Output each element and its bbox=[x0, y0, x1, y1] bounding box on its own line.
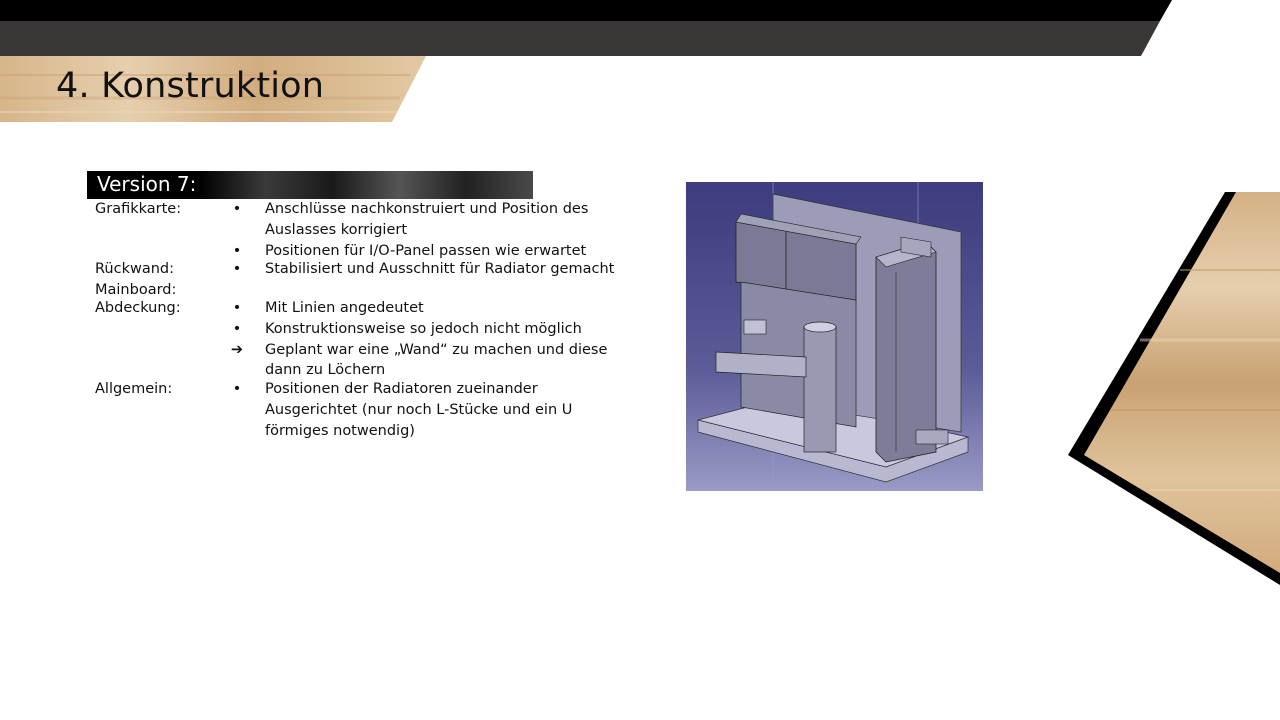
right-wood-decoration bbox=[1060, 190, 1280, 590]
bullet-icon: • bbox=[232, 381, 242, 397]
row-text: Auslasses korrigiert bbox=[265, 222, 408, 238]
row-text: Mit Linien angedeutet bbox=[265, 300, 424, 316]
row-label: Rückwand: bbox=[95, 261, 175, 277]
version-banner bbox=[87, 171, 533, 199]
row-text: Positionen der Radiatoren zueinander bbox=[265, 381, 538, 397]
bullet-icon: • bbox=[232, 261, 242, 277]
header-decoration bbox=[0, 0, 1280, 130]
row-label: Mainboard: bbox=[95, 282, 177, 298]
row-text: Stabilisiert und Ausschnitt für Radiator gemacht bbox=[265, 261, 615, 277]
slide-title: 4. Konstruktion bbox=[56, 66, 325, 106]
arrow-right-icon: ➔ bbox=[230, 342, 244, 358]
bullet-icon: • bbox=[232, 243, 242, 259]
row-text: Konstruktionsweise so jedoch nicht möglich bbox=[265, 321, 582, 337]
bullet-icon: • bbox=[232, 300, 242, 316]
bullet-icon: • bbox=[232, 201, 242, 217]
row-text: dann zu Löchern bbox=[265, 362, 386, 378]
row-text: Positionen für I/O-Panel passen wie erwartet bbox=[265, 243, 587, 259]
row-text: förmiges notwendig) bbox=[265, 423, 415, 439]
version-label: Version 7: bbox=[97, 172, 197, 196]
row-text: Ausgerichtet (nur noch L-Stücke und ein U bbox=[265, 402, 573, 418]
row-text: Anschlüsse nachkonstruiert und Position des bbox=[265, 201, 589, 217]
row-label: Grafikkarte: bbox=[95, 201, 182, 217]
cad-model-image bbox=[686, 182, 983, 491]
row-text: Geplant war eine „Wand“ zu machen und diese bbox=[265, 342, 608, 358]
row-label: Abdeckung: bbox=[95, 300, 181, 316]
bullet-icon: • bbox=[232, 321, 242, 337]
row-label: Allgemein: bbox=[95, 381, 173, 397]
